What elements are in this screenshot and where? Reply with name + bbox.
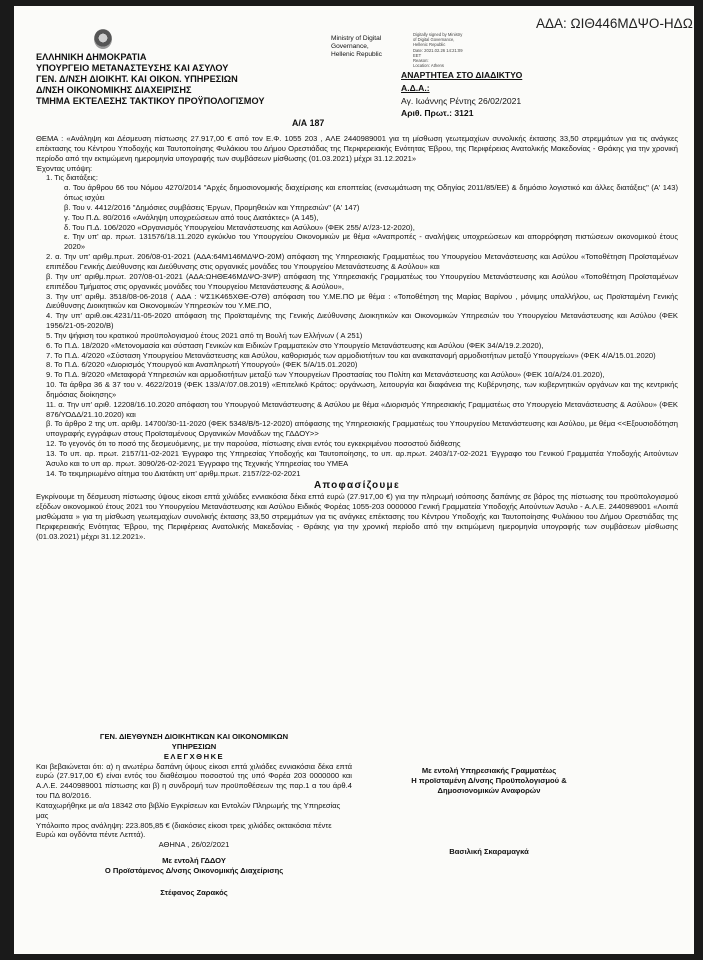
consideration-item: 12. Το γεγονός ότι το ποσό της δεσμευόμενης, με την παρούσα, πίστωσης είναι εντός του εγκεκριμένου ποσοστού διάθεσης [46,439,461,449]
issuer-line: ΓΕΝ. Δ/ΝΣΗ ΔΙΟΙΚΗΤ. ΚΑΙ ΟΙΚΟΝ. ΥΠΗΡΕΣΙΩΝ [36,74,238,84]
ada-code: ΑΔΑ: ΩΙΘ446ΜΔΨΟ-ΗΔΩ [536,16,693,31]
consideration-item: β. Του ν. 4412/2016 "Δημόσιες συμβάσεις Έργων, Προμηθειών και Υπηρεσιών" (Α' 147) [64,202,360,212]
signature-detail-line: Date: 2021.02.26 14:21:09 [413,47,463,53]
signature-signer-line: Ministry of Digital [331,35,382,42]
certification-text: Και βεβαιώνεται ότι: α) η ανωτέρω δαπάνη ύψους είκοσι επτά χιλιάδες εννιακόσια δέκα επτά ευρώ (27.917,00 €) είναι εντός του διαθέσιμου ποσοστού της υπό Φορέα 203 0000000 και Α.Λ.Ε. 2440989001 πίστωσης και β) η συνδρομή των προϋποθέσεων της παρ.1 α του άρθ.4 του ΠΔ 80/2016. [36,761,352,801]
issuer-line: ΥΠΟΥΡΓΕΙΟ ΜΕΤΑΝΑΣΤΕΥΣΗΣ ΚΑΙ ΑΣΥΛΟΥ [36,63,229,73]
upload-note: ΑΝΑΡΤΗΤΕΑ ΣΤΟ ΔΙΑΔΙΚΤΥΟ [401,70,523,80]
order-line: Ο Προϊστάμενος Δ/νσης Οικονομικής Διαχείρισης [104,865,284,875]
ada-label: Α.Δ.Α.: [401,82,430,93]
budget-signature-block [369,766,609,857]
signature-detail-line: Location: Athens [413,63,444,69]
finance-check-block [36,732,352,898]
document-page [14,6,694,954]
consideration-item: α. Του άρθρου 66 του Νόμου 4270/2014 "Αρχές δημοσιονομικής διαχείρισης και εποπτείας (ενσωμάτωση της Οδηγίας 2011/85/ΕΕ) & δημόσιο λογιστικό και άλλες διατάξεις" (Α' 143) όπως ισχύει [64,183,678,203]
signature-signer-line: Hellenic Republic [331,51,382,58]
decision-text: Εγκρίνουμε τη δέσμευση πίστωσης ύψους είκοσι επτά χιλιάδες εννιακόσια δέκα επτά ευρώ (27.917,00 €) για την πληρωμή ισόποσης δαπάνης σε βάρος της πίστωσης του προϋπολογισμού εξόδων οικονομικού έτους 2021 του Υπουργείου Μετανάστευσης και Ασύλου Ειδικός Φορέας 1055-203 0000000 Γενική Γραμματεία Υποδοχής Αιτούντων Άσυλο - Α.Λ.Ε. 2440989001 «Λοιπά μισθώματα » για τη μίσθωση γεωτεμαχίων συνολικής έκτασης 33,50 στρεμμάτων για τις ανάγκες επέκτασης του Κέντρου Υποδοχής και Ταυτοποίησης Φυλάκιου του Δήμου Ορεστιάδας της Περιφερειακής Ενότητας Έβρου, της Περιφέρειας Ανατολικής Μακεδονίας - Θράκης για την χρονική περίοδο από την εκτιμώμενη ημερομηνία υπογραφής των συμβάσεων μίσθωσης (01.03.2021) μέχρι 31.12.2021». [36,492,678,541]
signature-detail-line: EET [413,52,422,58]
consideration-item: ε. Την υπ' αρ. πρωτ. 131576/18.11.2020 εγκύκλιο του Υπουργείου Οικονομικών με θέμα «Αναπροπές - αναλήψεις υποχρεώσεων και απορρόφηση πιστώσεων οικονομικού έτους 2020» [64,232,678,252]
consideration-item: 5. Την ψήφιση του κρατικού προϋπολογισμού έτους 2021 από τη Βουλή των Ελλήνων ( Α 251) [46,330,363,340]
consideration-item: 3. Την υπ' αριθμ. 3518/08-06-2018 ( ΑΔΑ : ΨΣ1Κ465ΧΘΕ-Ο7Θ) απόφαση του Υ.ΜΕ.ΠΟ με θέμα : «Τοποθέτηση της Μαρίας Βαρίνου , μόνιμης υπαλλήλου, ως Προϊσταμένη Γενικής Διεύθυνσης Διοικητικών και Οικονομικών Υπηρεσιών του Υ.ΜΕ.ΠΟ, [46,291,678,311]
signature-signer-line: Governance, [331,43,369,50]
considering-heading: Έχοντας υπόψη: [36,163,93,173]
consideration-item: 4. Την υπ' αριθ.οικ.4231/11-05-2020 απόφαση της Προϊσταμένης της Γενικής Διεύθυνσης Διοικητικών και Οικονομικών Υπηρεσιών του Υπουργείου Μετανάστευσης και Ασύλου (ΦΕΚ 1956/21-05-2020/Β) [46,311,678,331]
order-line: Δημοσιονομικών Αναφορών [437,786,541,796]
signature-detail-line: Reason: [413,58,429,64]
consideration-item: 2. α. Την υπ' αριθμ.πρωτ. 206/08-01-2021 (ΑΔΑ:64Μ146ΜΔΨΟ-20Μ) απόφαση της Υπηρεσιακής Γραμματέως του Υπουργείου Μετανάστευσης και Ασύλου «Τοποθέτηση Προϊσταμένων επιπέδου Γενικής Διεύθυνσης και Διεύθυνσης στις οργανικές μονάδες του Υπουργείου Μετανάστευσης & Ασύλου» και [46,252,678,271]
serial-number: Α/Α 187 [292,118,325,128]
signature-detail-line: Hellenic Republic [413,42,446,48]
signer-name: Βασιλική Σκαραμαγκά [449,846,529,856]
subject: ΘΕΜΑ : «Ανάληψη και Δέσμευση πίστωσης 27.917,00 € από τον Ε.Φ. 1055 203 , ΑΛΕ 2440989001 για τη μίσθωση γεωτεμαχίων συνολικής έκτασης 33,50 στρεμμάτων για τις ανάγκες επέκτασης του Κέντρου Υποδοχής και Ταυτοποίησης Φυλάκιου του Δήμου Ορεστιάδας της Περιφερειακής Ενότητας Έβρου, της Περιφέρειας Ανατολικής Μακεδονίας - Θράκης για την χρονική περίοδο από την εκτιμώμενη ημερομηνία υπογραφής των συμβάσεων μίσθωσης (01.03.2021) μέχρι 31.12.2021» [36,134,678,163]
greek-emblem-icon [94,29,112,49]
consideration-item: β. Την υπ' αριθμ.πρωτ. 207/08-01-2021 (ΑΔΑ:ΩΗΘΕ46ΜΔΨΟ-3ΨΡ) απόφαση της Υπηρεσιακής Γραμματέως του Υπουργείου Μετανάστευσης και Ασύλου «Τοποθέτηση Προϊσταμένων επιπέδου Τμήματος στις οργανικές μονάδες του Υπουργείου Μετανάστευσης & Ασύλου», [46,271,678,291]
place-date: Αγ. Ιωάννης Ρέντης 26/02/2021 [401,95,522,106]
issuer-header [36,52,356,107]
consideration-item: β. Το άρθρο 2 της υπ. αριθμ. 14700/30-11-2020 (ΦΕΚ 5348/Β/5-12-2020) απόφασης της Υπηρεσιακής Γραμματέως του Υπουργείου Μετανάστευσης και Ασύλου, με θέμα <<Εξουσιοδότηση υπογραφής εγγράφων στους Προϊσταμένους Οργανικών Μονάδων της ΓΔΔΟΥ>> [46,419,678,439]
document-meta [401,69,601,120]
consideration-item: γ. Του Π.Δ. 80/2016 «Ανάληψη υποχρεώσεων από τους Διατάκτες» (Α 145), [64,212,319,222]
consideration-item: 14. Το τεκμηριωμένο αίτημα του Διατάκτη υπ' αριθμ.πρωτ. 2157/22-02-2021 [46,468,301,478]
protocol-number [401,107,601,120]
signature-detail-line: of Digital Governance, [413,37,455,43]
department-line: ΥΠΗΡΕΣΙΩΝ [171,741,217,751]
signature-detail-line: Digitally signed by Ministry [413,32,463,37]
consideration-item: 11. α. Την υπ' αριθ. 12208/16.10.2020 απόφαση του Υπουργού Μετανάστευσης & Ασύλου με θέμα «Διορισμός Υπηρεσιακής Γραμματέως στο Υπουργείο Μετανάστευσης & Ασύλου» (ΦΕΚ 876/ΥΟΔΔ/21.10.2020) και [46,399,678,419]
consideration-item: δ. Του Π.Δ. 106/2020 «Οργανισμός Υπουργείου Μετανάστευσης και Ασύλου» (ΦΕΚ 255/ Α'/23-12-2020), [64,222,415,232]
decision-heading: Αποφασίζουμε [313,479,401,491]
consideration-item: 1. Τις διατάξεις: [46,173,98,183]
consideration-item: 6. Το Π.Δ. 18/2020 «Μετονομασία και σύσταση Γενικών και Ειδικών Γραμματειών στο Υπουργείο Μετανάστευσης και Ασύλου (ΦΕΚ 34/Α/19.2.2020), [46,340,544,350]
order-line: Η προϊσταμένη Δ/νσης Προϋπολογισμού & [411,776,567,786]
protocol-value: 3121 [454,108,474,119]
registration-text: Καταχωρήθηκε με α/α 18342 στο βιβλίο Εγκρίσεων και Εντολών Πληρωμής της Υπηρεσίας μας [36,800,341,820]
order-line: Με εντολή Υπηρεσιακής Γραμματέως [421,766,557,775]
signer-name: Στέφανος Ζαρακός [160,887,228,897]
order-line: Με εντολή ΓΔΔΟΥ [162,856,226,866]
place-date: ΑΘΗΝΑ , 26/02/2021 [158,840,230,850]
consideration-item: 8. Το Π.Δ. 6/2020 «Διορισμός Υπουργού και Αναπληρωτή Υπουργού» (ΦΕΚ 5/Α/15.01.2020) [46,360,358,370]
department-line: ΓΕΝ. ΔΙΕΥΘΥΝΣΗ ΔΙΟΙΚΗΤΙΚΩΝ ΚΑΙ ΟΙΚΟΝΟΜΙΚΩΝ [99,732,289,741]
issuer-line: ΕΛΛΗΝΙΚΗ ΔΗΜΟΚΡΑΤΙΑ [36,52,147,62]
document-body [36,134,678,542]
checked-stamp: ΕΛΕΓΧΘΗΚΕ [163,751,225,761]
consideration-item: 9. Το Π.Δ. 9/2020 «Μεταφορά Υπηρεσιών και αρμοδιοτήτων μεταξύ των Υπουργείων Προστασίας του Πολίτη και Μετανάστευσης και Ασύλου» (ΦΕΚ 10/Α/24.01.2020), [46,370,605,380]
issuer-line: ΤΜΗΜΑ ΕΚΤΕΛΕΣΗΣ ΤΑΚΤΙΚΟΥ ΠΡΟΫΠΟΛΟΓΙΣΜΟΥ [36,96,265,106]
consideration-item: 7. Το Π.Δ. 4/2020 «Σύσταση Υπουργείου Μετανάστευσης και Ασύλου, καθορισμός των αρμοδιοτήτων του και ανακατανομή αρμοδιοτήτων μεταξύ Υπουργείων» (ΦΕΚ 4/Α/15.01.2020) [46,350,656,360]
protocol-label: Αριθ. Πρωτ.: [401,108,452,119]
remaining-balance: Υπόλοιπο προς ανάληψη: 223.805,85 € (διακόσιες είκοσι τρεις χιλιάδες οκτακόσια πέντε Ευρώ και ογδόντα πέντε Λεπτά). [36,820,332,840]
considerations-list [36,173,678,478]
digital-signature-block [331,30,515,70]
consideration-item: 10. Τα άρθρα 36 & 37 του ν. 4622/2019 (ΦΕΚ 133/Α'/07.08.2019) «Επιτελικό Κράτος: οργάνωση, λειτουργία και διαφάνεια της Κυβέρνησης, των κυβερνητικών οργάνων και της κεντρικής δημόσιας διοίκησης» [46,380,678,399]
consideration-item: 13. Το υπ. αρ. πρωτ. 2157/11-02-2021 Έγγραφο της Υπηρεσίας Υποδοχής και Ταυτοποίησης, το υπ. αρ.πρωτ. 2403/17-02-2021 Έγγραφο του Γενικού Γραμματέα Υποδοχής Αιτούντων Άσυλο και το υπ αρ. πρωτ. 3090/26-02-2021 Έγγραφο της Τεχνικής Υπηρεσίας του ΥΜΕΑ [46,449,678,468]
issuer-line: Δ/ΝΣΗ ΟΙΚΟΝΟΜΙΚΗΣ ΔΙΑΧΕΙΡΙΣΗΣ [36,85,192,95]
